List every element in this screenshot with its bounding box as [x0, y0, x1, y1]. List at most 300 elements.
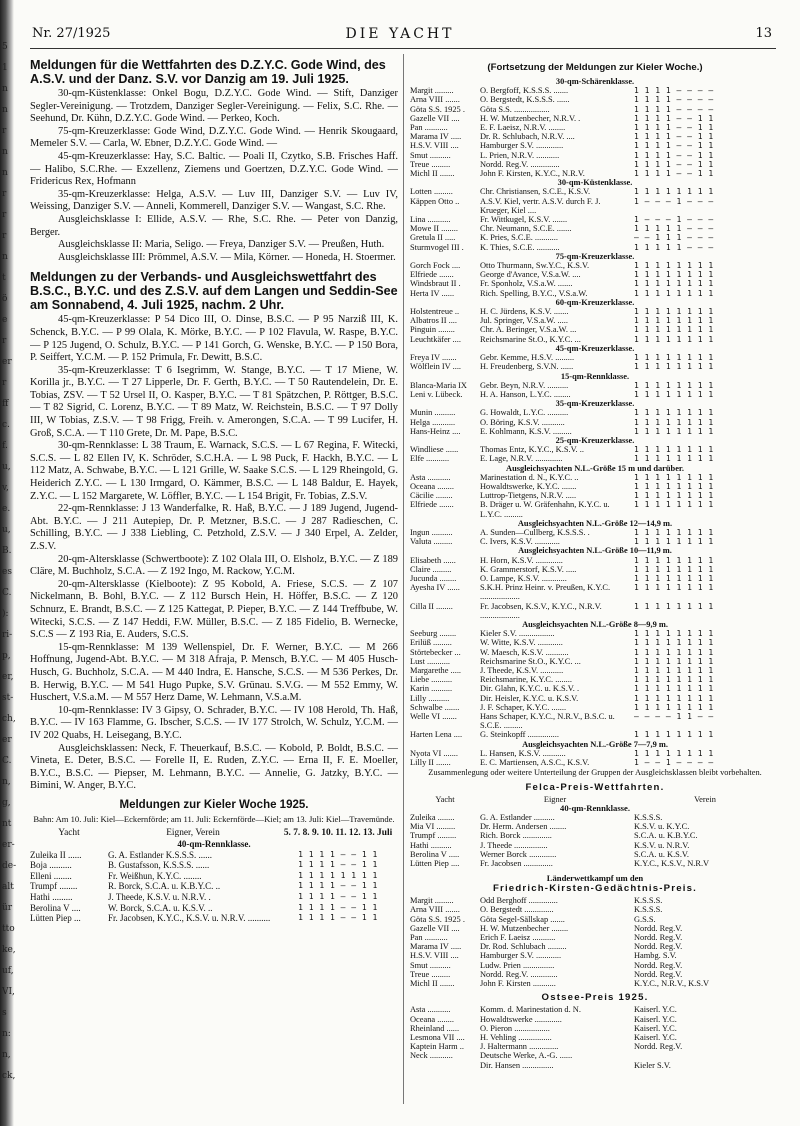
yacht-name: H.S.V. VIII .... — [410, 141, 459, 151]
table-row — [410, 123, 780, 132]
yacht-name: Gazelle VII .... — [410, 113, 460, 123]
edge-letter: r — [2, 336, 7, 346]
yacht-name: Pan ........... — [410, 933, 448, 943]
race-marks: 1 1 1 1 1 1 1 1 — [634, 380, 714, 390]
owner-name: Komm. d. Marinestation d. N. — [480, 1005, 581, 1015]
race-marks: 1 1 1 1 — — 1 1 — [634, 141, 714, 151]
edge-letter: B. — [2, 546, 12, 556]
race-marks: 1 1 1 1 1 1 1 1 — [634, 389, 714, 399]
felca-header — [410, 795, 780, 804]
owner-name: Rich. Borck .............. — [480, 831, 552, 841]
owner-club: Chr. Christiansen, S.C.E., K.S.V. — [480, 187, 591, 197]
table-row — [410, 261, 780, 270]
class-title: 60-qm-Kreuzerklasse. — [555, 297, 635, 307]
table-row — [30, 860, 398, 871]
owner-club: R. Borck, S.C.A. u. K.B.Y.C. .. — [108, 881, 221, 892]
owner-name: Odd Berghoff .............. — [480, 896, 558, 906]
entry-paragraph: 35-qm-Kreuzerklasse: T 6 Isegrimm, W. Stange, B.Y.C. — T 17 Miene, W. Korilla jr., B.Y.C. — T 27 Lipperle, Dr. F. Gerth, B.Y.C. — T 50 Rautendelein, Dr. E. Tobias, ZSV. — T 52 Ursel II, O. Kasper, B.Y.C. — T 81 Spätzchen, P. Röttger, B.S.C. — T 82 Sigrid, C. Lorenz, B.Y.C. — T 89 Matz, W. Reichstein, B.S.C. — T 97 Dolly III, W Tobias, Z.S.V. — T 98 Frigg, Freih. v. Amerongen, S.C.A. — T 99 Lucifer, H. Groß, S.C.A. — T 110 Grete, Dr. M. Pape, B.S.C. — [30, 364, 398, 439]
table-row — [410, 390, 780, 399]
yacht-name: Claire ......... — [410, 564, 452, 574]
edge-letter: er — [2, 735, 12, 745]
edge-letter: r — [2, 231, 7, 241]
col-days: 5. 7. 8. 9. 10. 11. 12. 13. Juli — [283, 828, 393, 839]
table-row — [30, 850, 398, 861]
yacht-name: Liebe .......... — [410, 675, 453, 685]
edge-letter: t — [2, 273, 6, 283]
entry-paragraph: 30-qm-Rennklasse: L 38 Traum, E. Warnack, S.C.S. — L 67 Regina, F. Witecki, S.C.S. — L 82 Ellen IV, K. Schröder, S.C.H.A. — L 98 Puck, F. Hackh, B.Y.C. — L 112 Matz, A. Schwabe, B.Y.C. — L 121 Grille, W. Saake S.C.S. — L 129 Rheingold, G. Heiderich Z.Y.C. — L 130 Irmgard, O. Kämmer, B.S.C. — L 148 Baldur, E. Hayek, Z.Y.C. — L 152 Margarete, W. Löffler, B.Y.C. — L 154 Brigit, Fr. Tobias, Z.S.V. — [30, 440, 398, 502]
entry-paragraph: 10-qm-Rennklasse: IV 3 Gipsy, O. Schrader, B.Y.C. — IV 108 Herold, Th. Haß, B.Y.C. — IV 163 Flamme, G. Ibscher, S.C.S. — IV 177 Strolch, W. Schulz, Y.C.M. — IV 202 Quabs, H. Leisegang, B.Y.C. — [30, 704, 398, 741]
owner-club: A. Sunden—Cullberg, K.S.S.S. . — [480, 527, 590, 537]
edge-letter: 5 — [2, 42, 8, 52]
owner-club: W. Maesch, K.S.V. ........... — [480, 647, 569, 657]
owner-club: J. Theede, K.S.V. ........... — [480, 666, 564, 675]
yacht-name: Asta ........... — [410, 1005, 451, 1015]
reserve-note: Zusammenlegung oder weitere Unterteilung der Gruppen der Ausgleichsklassen bleibt vorbehalten. — [428, 768, 762, 778]
edge-letter: er, — [2, 672, 14, 682]
table-row — [410, 1015, 780, 1024]
edge-letter: c. — [2, 420, 10, 430]
owner-club: Jul. Springer, V.S.a.W. ..... — [480, 316, 568, 326]
yacht-name: Helga ........... — [410, 417, 456, 427]
owner-club: Reichsmarine St.O., K.Y.C. ... — [480, 334, 581, 344]
edge-letter: ke, — [2, 945, 16, 955]
owner-club: E. C. Martiensen, A.S.C., K.S.V. — [480, 758, 590, 768]
edge-letter: u, — [2, 525, 11, 535]
class-title: Ausgleichsyachten N.L.-Größe 7—7,9 m. — [522, 739, 668, 749]
class-row — [410, 740, 780, 749]
edge-letter: e — [2, 315, 8, 325]
table-row — [410, 132, 780, 141]
table-row — [410, 427, 780, 436]
table-row — [410, 197, 780, 215]
table-row — [410, 537, 780, 546]
table-row — [410, 233, 780, 242]
class-title: 75-qm-Kreuzerklasse. — [555, 251, 635, 261]
issue-number: Nr. 27/1925 — [32, 26, 111, 41]
owner-club: Hans Schaper, K.Y.C., N.R.V., B.S.C. u. S.C.E. ......... — [480, 712, 615, 731]
club-name: Kaiserl. Y.C. — [634, 1005, 677, 1015]
owner-club: O. Lampe, K.S.V. ............ — [480, 573, 567, 583]
owner-club: Marinestation d. N., K.Y.C. .. — [480, 472, 579, 482]
race-marks: 1 1 1 1 1 1 1 1 — [634, 675, 714, 685]
table-row — [410, 187, 780, 196]
yacht-name: Harten Lena .... — [410, 730, 463, 740]
club-name: Nordd. Reg.V. — [634, 960, 683, 970]
yacht-name: Lina ........... — [410, 215, 451, 225]
club-name: Nordd. Reg.V. — [634, 969, 683, 979]
club-name: Kieler S.V. — [634, 1060, 671, 1070]
edge-letter: r — [2, 189, 7, 199]
yacht-name: Margit ......... — [410, 896, 454, 906]
yacht-name: Lütten Piep .... — [410, 859, 460, 869]
class-title: 30-qm-Küstenklasse. — [557, 178, 633, 188]
felca-col-owner: Eigner — [543, 794, 567, 804]
club-name: Nordd. Reg.V. — [634, 1042, 683, 1052]
table-row — [410, 648, 780, 657]
yacht-name: Windliese ...... — [410, 445, 459, 455]
page-number: 13 — [755, 26, 772, 41]
club-name: K.S.S.S. — [634, 813, 663, 823]
yacht-name: Blanca-Maria IX — [410, 380, 467, 390]
edge-letter: n: — [2, 1029, 11, 1039]
owner-name: J. Haltermann .............. — [480, 1042, 559, 1052]
owner-name: O. Bergstedt .............. — [480, 905, 554, 915]
yacht-name: Ingun .......... — [410, 527, 453, 537]
edge-letter: e. — [2, 504, 11, 514]
edge-letter: st- — [2, 693, 14, 703]
entry-paragraph: Ausgleichsklasse I: Ellide, A.S.V. — Rhe, S.C. Rhe. — Peter von Danzig, Berger. — [30, 213, 398, 238]
yacht-name: Jucunda ........ — [410, 573, 457, 583]
class-row — [410, 399, 780, 408]
race-marks: 1 1 1 1 1 1 1 1 — [634, 454, 714, 464]
owner-name: Howaldtswerke ............. — [480, 1014, 562, 1024]
edge-letter: n — [2, 168, 8, 178]
column-rule — [403, 54, 404, 1104]
race-marks: 1 1 1 1 1 1 1 1 — [634, 334, 714, 344]
table-row — [410, 408, 780, 417]
race-marks: 1 1 1 1 1 1 1 1 — [634, 426, 714, 436]
felca-class: 40-qm-Rennklasse. — [560, 803, 630, 813]
owner-club: Fr. Weißhun, K.Y.C. ........ — [108, 870, 202, 881]
table-row — [410, 924, 780, 933]
col-yacht: Yacht — [58, 828, 80, 839]
yacht-name: Treue ......... — [410, 159, 451, 169]
club-name: Nordd. Reg.V. — [634, 923, 683, 933]
owner-club: L. Prien, N.R.V. ........... — [480, 150, 560, 160]
club-name: Kaiserl. Y.C. — [634, 1023, 677, 1033]
table-row — [410, 105, 780, 114]
owner-club: L. Hansen, K.S.V. ........... — [480, 748, 566, 758]
class-row — [410, 344, 780, 353]
table-row — [410, 316, 780, 325]
yacht-name: Oceana ........ — [410, 481, 454, 491]
table-row — [410, 270, 780, 279]
race-marks: 1 1 1 1 1 1 1 1 — [634, 270, 714, 280]
yacht-name: Lilly .......... — [410, 693, 450, 703]
right-column — [410, 62, 780, 1112]
table-row — [410, 565, 780, 574]
table-row — [410, 418, 780, 427]
owner-club: G. Howaldt, L.Y.C. .......... — [480, 408, 569, 418]
yacht-name: Hathi .......... — [410, 840, 452, 850]
yacht-name: Valuta ......... — [410, 537, 453, 547]
table-row — [410, 362, 780, 371]
kiel-entry-table-continued — [410, 77, 780, 767]
yacht-name: Welle VI ....... — [410, 712, 457, 722]
race-marks: 1 1 1 1 — — — — — [634, 104, 714, 114]
club-name: G.S.S. — [634, 914, 656, 924]
race-marks: 1 1 1 1 1 1 1 1 — [634, 537, 714, 547]
owner-club: K. Grammerstorf, K.S.V. ..... — [480, 564, 577, 574]
owner-name: Göta Segel-Sällskap ....... — [480, 914, 565, 924]
race-marks: 1 1 1 1 1 — — — — [634, 242, 714, 252]
race-marks: 1 1 1 1 — — 1 1 — [298, 902, 378, 912]
headline-berlin: Meldungen zu der Verbands- und Ausgleichswettfahrt des B.S.C., B.Y.C. und des Z.S.V. auf dem Langen und Seddin-See am Sonnabend, 4. Juli 1925, nachm. 2 Uhr. — [30, 270, 398, 313]
masthead: DIE YACHT — [345, 26, 455, 42]
continuation-title: (Fortsetzung der Meldungen zur Kieler Woche.) — [487, 62, 703, 73]
table-row — [410, 694, 780, 703]
yacht-name: Rheinland ...... — [410, 1023, 460, 1033]
yacht-name: Berolina V ..... — [410, 849, 460, 859]
owner-club: O. Bergfoff, K.S.S.S. ....... — [480, 86, 569, 96]
owner-club: Luttrop-Tietgens, N.R.V. ..... — [480, 491, 577, 501]
yacht-name: Margit ......... — [410, 86, 454, 96]
table-row — [410, 813, 780, 822]
entry-paragraph: 20-qm-Altersklasse (Schwertboote): Z 102 Olala III, O. Elsholz, B.Y.C. — Z 189 Cläre, M. Buchholz, S.C.A. — Z 192 Ingo, M. Rackow, Y.C.M. — [30, 553, 398, 578]
yacht-name: Michl II ....... — [410, 979, 455, 989]
race-marks: 1 1 1 1 1 1 1 1 — [634, 261, 714, 271]
edge-letter: de- — [2, 861, 17, 871]
entry-paragraph: 45-qm-Kreuzerklasse: P 54 Dico III, O. Dinse, B.S.C. — P 95 Narziß III, K. Schenck, B.Y.C. — P 99 Olala, K. Mörke, B.Y.C. — P 102 Flavula, W. Raspe, B.Y.C. — P 125 Jugend, O. Schulz, B.Y.C. — P 141 Gorch, G. Wenske, B.Y.C. — P 150 Bora, P. Seiffert, Y.C.M. — P. 152 Primula, Fr. Dewitt, B.S.C. — [30, 314, 398, 364]
table-row — [410, 951, 780, 960]
table-row — [410, 675, 780, 684]
yacht-name: Erilüß ......... — [410, 638, 452, 648]
yacht-name: Herta IV ...... — [410, 288, 455, 298]
owner-club: B. Gustafsson, K.S.S.S. ...... — [108, 860, 210, 871]
owner-name: Deutsche Werke, A.-G. ...... — [480, 1051, 573, 1061]
yacht-name: Asta ........... — [410, 472, 451, 482]
yacht-name: Cäcilie ........ — [410, 491, 453, 501]
edge-letter: g, — [2, 798, 11, 808]
owner-club: Gebr. Kemme, H.S.V. ......... — [480, 353, 575, 363]
club-name: Kaiserl. Y.C. — [634, 1032, 677, 1042]
table-row — [410, 289, 780, 298]
class-title: 15-qm-Rennklasse. — [560, 371, 630, 381]
race-marks: 1 1 1 1 — — 1 1 — [634, 169, 714, 179]
race-marks: 1 1 1 1 — — 1 1 — [298, 860, 378, 870]
class-row — [410, 372, 780, 381]
owner-name: G. A. Estlander .......... — [480, 813, 555, 823]
race-marks: 1 1 1 1 1 1 1 1 — [634, 693, 714, 703]
edge-letter: er — [2, 357, 12, 367]
class-row — [410, 620, 780, 629]
owner-club: C. Ivers, K.S.V. ............ — [480, 537, 560, 547]
table-row — [410, 859, 780, 868]
race-marks: 1 1 1 1 — — 1 1 — [634, 132, 714, 142]
race-marks: 1 1 1 1 1 1 1 1 — [634, 481, 714, 491]
header-rule — [30, 48, 776, 49]
yacht-name: Gretula II ..... — [410, 233, 456, 243]
table-row — [410, 657, 780, 666]
table-row — [410, 335, 780, 344]
owner-club: K. Pries, S.C.E. ........... — [480, 233, 558, 243]
owner-club: J. F. Schaper, K.Y.C. ....... — [480, 702, 567, 712]
class-row — [410, 464, 780, 473]
table-row — [410, 381, 780, 390]
owner-name: Dir. Hansen ............... — [480, 1060, 554, 1070]
race-marks: 1 1 1 1 1 1 1 1 — [634, 325, 714, 335]
yacht-name: Munin .......... — [410, 408, 456, 418]
class-row — [410, 298, 780, 307]
owner-name: Dr. Rod. Schlubach ......... — [480, 942, 567, 952]
table-row — [410, 638, 780, 647]
race-marks: 1 1 1 1 — — — — — [634, 86, 714, 96]
yacht-name: Karin .......... — [410, 684, 453, 694]
col-owner: Eigner, Verein — [166, 828, 220, 839]
class-row — [410, 519, 780, 528]
owner-club: John F. Kirsten, K.Y.C., N.R.V. — [480, 169, 585, 179]
edge-letter: r — [2, 378, 7, 388]
owner-name: Erich F. Laeisz ........... — [480, 933, 556, 943]
edge-letter: r — [2, 210, 7, 220]
yacht-name: Holstentreue .. — [410, 307, 460, 317]
yacht-name: Marama IV ..... — [410, 132, 462, 142]
edge-letter: ri- — [2, 630, 13, 640]
club-name: Kaiserl. Y.C. — [634, 1014, 677, 1024]
yacht-name: Lesmona VII .... — [410, 1032, 465, 1042]
class-title: Ausgleichsyachten N.L.-Größe 12—14,9 m. — [517, 518, 673, 528]
felca-table — [410, 795, 780, 869]
owner-club: Göta S.S. ................. — [480, 104, 550, 114]
owner-name: John F. Kirsten ........... — [480, 979, 556, 989]
class-row — [410, 252, 780, 261]
owner-club: B. Dräger u. W. Gräfenhahn, K.Y.C. u. L.Y.C. ......... — [480, 500, 610, 519]
headline-danzig: Meldungen für die Wettfahrten des D.Z.Y.C. Gode Wind, des A.S.V. und der Danz. S.V. vor Danzig am 19. Juli 1925. — [30, 58, 386, 86]
club-name: K.S.V. u. N.R.V. — [634, 840, 690, 850]
club-name: K.Y.C., N.R.V., K.S.V — [634, 979, 710, 989]
club-name: Nordd. Reg.V. — [634, 942, 683, 952]
owner-name: H. W. Mutzenbecher ........ — [480, 923, 569, 933]
race-course-note: Bahn: Am 10. Juli: Kiel—Eckernförde; am 11. Juli: Eckernförde—Kiel; am 13. Juli: Kiel—Travemünde. — [33, 814, 395, 825]
table-row — [410, 215, 780, 224]
race-marks: 1 1 1 1 1 1 1 1 — [634, 288, 714, 298]
table-row — [410, 730, 780, 739]
yacht-name: Zuleika II ...... — [30, 849, 82, 860]
race-marks: 1 1 1 1 1 1 1 1 — [634, 445, 714, 455]
table-row — [410, 749, 780, 758]
owner-club: Fr. Wittkugel, K.S.V. ....... — [480, 215, 568, 225]
race-marks: 1 1 1 1 1 1 1 1 — [634, 647, 714, 657]
yacht-name: Margarethe ..... — [410, 666, 462, 675]
race-marks: 1 1 1 1 1 1 1 1 — [634, 573, 714, 583]
yacht-name: Lust ........... — [410, 656, 451, 666]
table-row — [410, 629, 780, 638]
owner-name: Dr. Herm. Andersen ........ — [480, 822, 567, 832]
yacht-name: Elfriede ....... — [410, 500, 454, 510]
table-row — [30, 871, 398, 882]
edge-letter: n — [2, 105, 8, 115]
owner-club: O. Bergstedt, K.S.S.S. ...... — [480, 95, 570, 105]
owner-club: A.S.V. Kiel, vertr. A.S.V. durch F. J. Krueger, Kiel .... — [480, 196, 601, 215]
owner-club: W. Witte, K.S.V. ............ — [480, 638, 563, 648]
yacht-name: Göta S.S. 1925 . — [410, 104, 465, 114]
table-row — [410, 915, 780, 924]
owner-club: Dir. Heisler, K.Y.C. u. K.S.V. — [480, 693, 579, 703]
race-marks: 1 1 1 1 1 1 1 1 — [634, 555, 714, 565]
yacht-name: Elleni ........ — [30, 870, 72, 881]
race-marks: 1 1 1 1 — — 1 1 — [298, 881, 378, 891]
class-title: 25-qm-Kreuzerklasse. — [555, 435, 635, 445]
table-row — [410, 942, 780, 951]
owner-club: Dir. Glahn, K.Y.C. u. K.S.V. . — [480, 684, 580, 694]
owner-name: O. Pieron ................. — [480, 1023, 550, 1033]
owner-club: Fr. Jacobsen, K.Y.C., K.S.V. u. N.R.V. .......... — [108, 913, 271, 924]
table-row — [410, 602, 780, 620]
club-name: K.S.S.S. — [634, 896, 663, 906]
race-marks: 1 1 1 1 1 1 1 1 — [634, 702, 714, 712]
edge-letter: f. — [2, 441, 8, 451]
edge-letter: es — [2, 567, 12, 577]
yacht-name: Pinguin ........ — [410, 325, 455, 335]
edge-letter: n, — [2, 1050, 11, 1060]
yacht-name: Elfriede ....... — [410, 270, 454, 280]
race-marks: 1 1 1 1 1 1 1 1 — [634, 730, 714, 740]
edge-letter: er- — [2, 840, 15, 850]
owner-club: Fr. Sponholz, V.S.a.W. ....... — [480, 279, 573, 289]
entry-paragraph: 22-qm-Rennklasse: J 13 Wanderfalke, R. Haß, B.Y.C. — J 189 Jugend, Jugend-Abt. B.Y.C. — J 211 Autepiep, Dr. P. Metzner, B.S.C. — J 287 Radieschen, C. Schilling, B.Y.C. — J 338 Liebling, C. Petzhold, Z.S.V. — J 340 Erpel, A. Zelder, Z.S.V. — [30, 503, 398, 552]
owner-club: Kieler S.V. ................. — [480, 629, 555, 639]
class-row — [410, 436, 780, 445]
yacht-name: Marama IV ..... — [410, 942, 462, 952]
race-marks: 1 1 1 1 1 1 1 1 — [634, 564, 714, 574]
edge-letter: C. — [2, 588, 12, 598]
table-row — [410, 933, 780, 942]
entry-paragraph: 45-qm-Kreuzerklasse: Hay, S.C. Baltic. — Poali II, Czytko, S.B. Frisches Haff. — Halibo, S.C.Rhe. — Exzellenz, Ziemens und Goertzen, D.Z.Y.C. Gode Wind. — Fridericus Rex, Hofmann — [30, 150, 398, 188]
felca-col-yacht: Yacht — [435, 794, 455, 804]
race-marks: 1 1 1 1 1 1 1 1 — [634, 666, 714, 675]
race-marks: 1 1 1 1 1 1 1 1 — [634, 353, 714, 363]
race-marks: 1 1 1 1 1 1 1 1 — [634, 408, 714, 418]
entry-paragraph: 20-qm-Altersklasse (Kielboote): Z 95 Kobold, A. Friese, S.C.S. — Z 107 Nickelmann, B. Bohl, B.Y.C. — Z 112 Bursch Hein, H. Höffer, B.S.C. — Z 120 Schnurz, E. Brandt, B.S.C. — Z 125 Kattegat, P. Pieper, B.Y.C. — Z 144 Treffbube, W. Witecki, S.C.S. — Z 147 Heddi, F.W. Müller, B.S.C. — Z 185 Fidelio, B. Wernecke, S.C.S — Z 193 Ria, E. Auders, S.C.S. — [30, 578, 398, 641]
yacht-name: Elisabeth ...... — [410, 555, 456, 565]
table-row — [410, 970, 780, 979]
edge-letter: n — [2, 84, 8, 94]
owner-club: H. C. Jürdens, K.S.V. ....... — [480, 307, 569, 317]
race-marks: 1 1 1 1 1 1 1 1 — [634, 748, 714, 758]
edge-letter: ck, — [2, 1071, 16, 1081]
club-name: Hambg. S.V. — [634, 951, 677, 961]
race-marks: 1 1 1 1 1 1 1 1 — [634, 362, 714, 372]
table-row — [410, 758, 780, 767]
race-marks: 1 1 1 1 1 1 1 1 — [634, 500, 714, 510]
edge-letter: alt — [2, 882, 14, 892]
edge-letter: n, — [2, 777, 11, 787]
edge-letter: uf, — [2, 966, 14, 976]
table-row — [410, 556, 780, 565]
ostsee-title: Ostsee-Preis 1925. — [541, 992, 649, 1004]
race-marks: 1 1 1 1 1 1 1 1 — [634, 491, 714, 501]
table-row — [30, 903, 398, 914]
race-marks: 1 1 1 1 1 1 1 1 — [634, 638, 714, 648]
yacht-name: Smut .......... — [410, 150, 451, 160]
edge-letter: ö — [2, 294, 8, 304]
race-marks: 1 1 1 1 — — 1 1 — [634, 150, 714, 160]
owner-name: Werner Borck ............. — [480, 849, 557, 859]
race-marks: 1 1 1 1 1 1 1 1 — [634, 527, 714, 537]
table-row — [30, 913, 398, 924]
owner-club: Chr. A. Beringer, V.S.a.W. ... — [480, 325, 577, 335]
race-marks: 1 1 1 1 — — 1 1 — [298, 892, 378, 902]
yacht-name: Leni v. Lübeck. — [410, 389, 463, 399]
owner-club: Otto Thurmann, Sw.Y.C., K.S.V. — [480, 261, 590, 271]
club-name: Nordd. Reg.V. — [634, 933, 683, 943]
table-row — [410, 445, 780, 454]
race-marks: 1 1 1 1 1 1 1 1 — [634, 187, 714, 197]
race-marks: 1 — — — 1 — — — — [634, 196, 714, 206]
owner-club: E. Lage, N.R.V. ............. — [480, 454, 563, 464]
yacht-name: Berolina V .... — [30, 902, 81, 913]
entry-paragraph: 75-qm-Kreuzerklasse: Gode Wind, D.Z.Y.C. Gode Wind. — Henrik Skougaard, Memeler S.V. — Carla, W. Ebner, D.Z.Y.C. Gode Wind. — — [30, 125, 398, 150]
race-marks: 1 1 1 1 — — — — — [634, 95, 714, 105]
class-title: 30-qm-Schärenklasse. — [555, 77, 635, 86]
edge-letter: tto — [2, 924, 15, 934]
owner-club: E. F. Laeisz, N.R.V. ........ — [480, 123, 566, 133]
owner-club: Fr. Jacobsen, K.S.V., K.Y.C., N.R.V. ................... — [480, 601, 602, 620]
owner-club: H. A. Hanson, L.Y.C. ........ — [480, 389, 571, 399]
club-name: K.Y.C., K.S.V., N.R.V — [634, 859, 710, 869]
owner-club: W. Borck, S.C.A. u. K.S.V. .. — [108, 902, 213, 913]
yacht-name: Boja .......... — [30, 860, 72, 871]
